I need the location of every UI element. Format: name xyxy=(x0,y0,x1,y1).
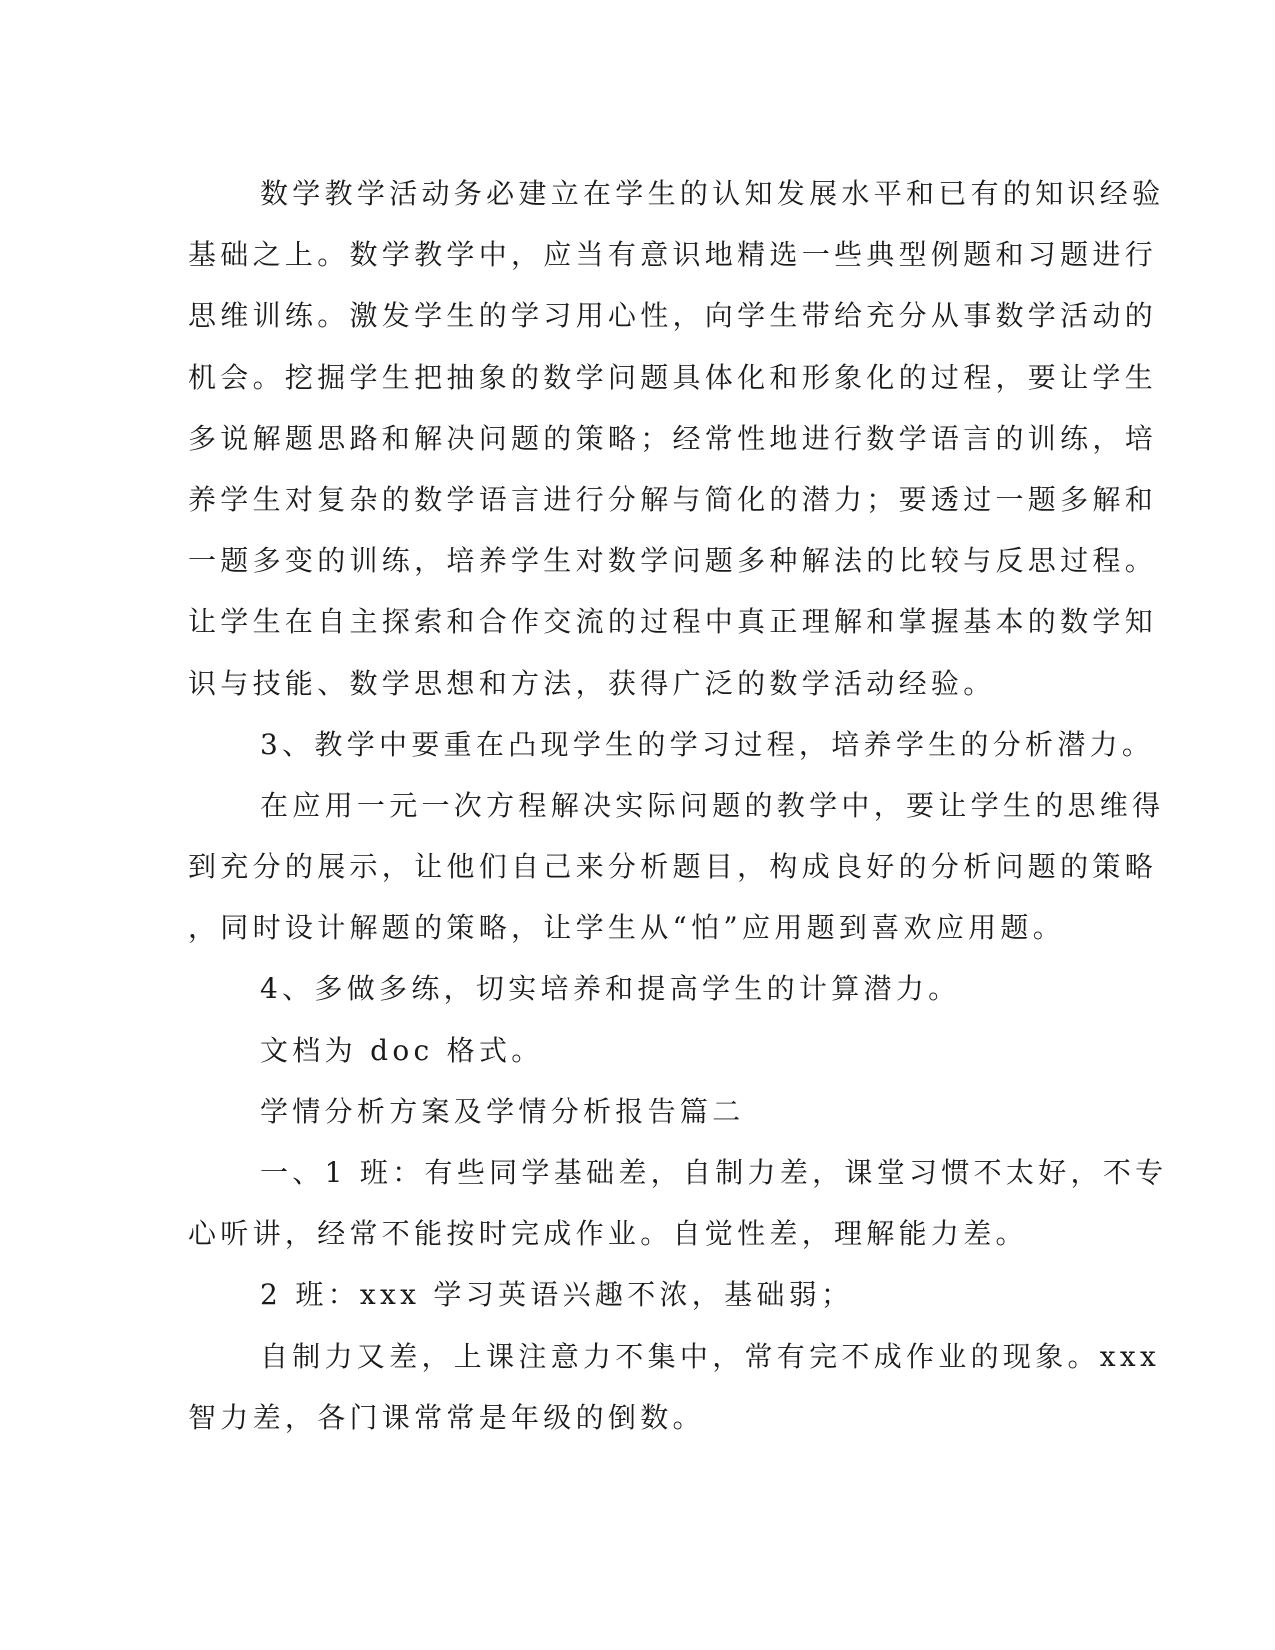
text-line: 到充分的展示，让他们自己来分析题目，构成良好的分析问题的策略 xyxy=(188,850,1158,884)
text-line: 一、1 班：有些同学基础差，自制力差，课堂习惯不太好，不专 xyxy=(260,1156,1168,1189)
text-line: 在应用一元一次方程解决实际问题的教学中，要让学生的思维得 xyxy=(260,788,1165,822)
text-line: 让学生在自主探索和合作交流的过程中真正理解和掌握基本的数学知 xyxy=(188,605,1158,639)
text-line: 思维训练。激发学生的学习用心性，向学生带给充分从事数学活动的 xyxy=(188,299,1158,333)
text-line: 识与技能、数学思想和方法，获得广泛的数学活动经验。 xyxy=(188,666,996,700)
section-heading: 学情分析方案及学情分析报告篇二 xyxy=(260,1094,745,1128)
text-line: 4、多做多练，切实培养和提高学生的计算潜力。 xyxy=(260,972,961,1006)
text-line: 2 班：xxx 学习英语兴趣不浓，基础弱； xyxy=(260,1278,854,1312)
text-line: 基础之上。数学教学中，应当有意识地精选一些典型例题和习题进行 xyxy=(188,238,1158,272)
text-line: 文档为 doc 格式。 xyxy=(260,1033,544,1067)
text-line: 3、教学中要重在凸现学生的学习过程，培养学生的分析潜力。 xyxy=(260,727,1155,761)
text-line: 自制力又差，上课注意力不集中，常有完不成作业的现象。xxx xyxy=(260,1339,1161,1373)
text-line: 多说解题思路和解决问题的策略；经常性地进行数学语言的训练，培 xyxy=(188,421,1158,455)
text-line: 智力差，各门课常常是年级的倒数。 xyxy=(188,1400,705,1434)
text-line: 心听讲，经常不能按时完成作业。自觉性差，理解能力差。 xyxy=(188,1217,1028,1251)
text-line: 数学教学活动务必建立在学生的认知发展水平和已有的知识经验 xyxy=(260,177,1165,210)
document-body xyxy=(188,163,1168,1448)
text-line: 养学生对复杂的数学语言进行分解与简化的潜力；要透过一题多解和 xyxy=(188,482,1158,516)
text-line: ，同时设计解题的策略，让学生从“怕”应用题到喜欢应用题。 xyxy=(188,911,1066,945)
text-line: 机会。挖掘学生把抽象的数学问题具体化和形象化的过程，要让学生 xyxy=(188,360,1158,394)
text-line: 一题多变的训练，培养学生对数学问题多种解法的比较与反思过程。 xyxy=(188,544,1158,578)
